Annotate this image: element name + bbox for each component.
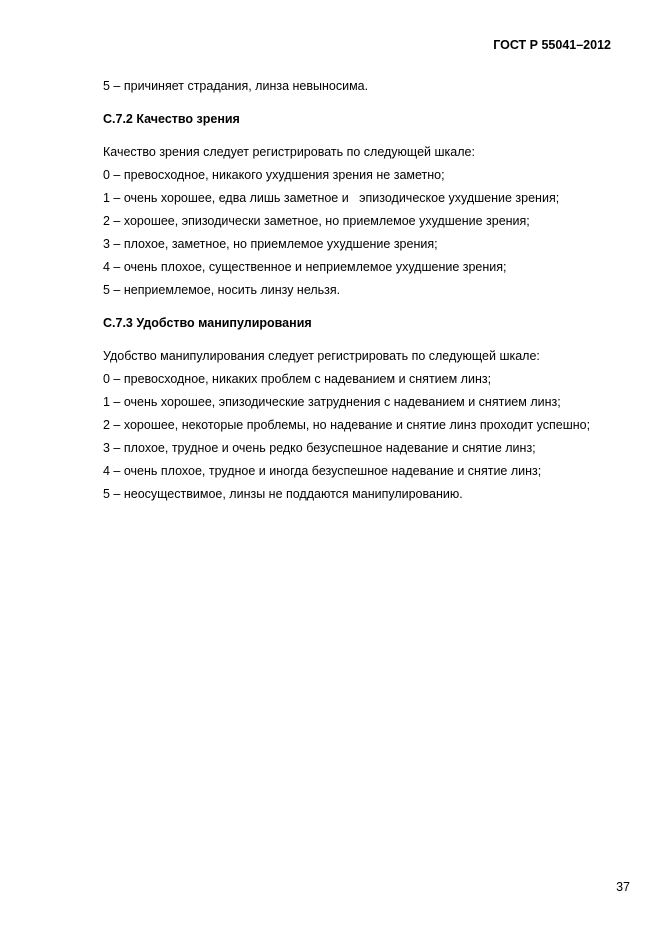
- scale-item-handling-5: 5 – неосуществимое, линзы не поддаются манипулированию.: [103, 487, 463, 501]
- section-heading-handling-ease: С.7.3 Удобство манипулирования: [103, 316, 312, 330]
- page-number: 37: [616, 880, 630, 894]
- section-heading-vision-quality: С.7.2 Качество зрения: [103, 112, 240, 126]
- document-body: [103, 75, 643, 506]
- scale-item-handling-1: 1 – очень хорошее, эпизодические затруднения с надеванием и снятием линз;: [103, 395, 561, 409]
- scale-item-vision-5: 5 – неприемлемое, носить линзу нельзя.: [103, 283, 341, 297]
- section-intro-vision-quality: Качество зрения следует регистрировать по следующей шкале:: [103, 145, 475, 159]
- scale-item-vision-0: 0 – превосходное, никакого ухудшения зрения не заметно;: [103, 168, 445, 182]
- scale-item-vision-4: 4 – очень плохое, существенное и неприемлемое ухудшение зрения;: [103, 260, 507, 274]
- scale-item-vision-1: 1 – очень хорошее, едва лишь заметное и эпизодическое ухудшение зрения;: [103, 191, 560, 205]
- scale-item-continued: 5 – причиняет страдания, линза невыносима.: [103, 79, 369, 93]
- scale-item-handling-3: 3 – плохое, трудное и очень редко безуспешное надевание и снятие линз;: [103, 441, 536, 455]
- scale-item-handling-4: 4 – очень плохое, трудное и иногда безуспешное надевание и снятие линз;: [103, 464, 542, 478]
- document-header-standard-id: ГОСТ Р 55041–2012: [493, 38, 611, 52]
- section-intro-handling-ease: Удобство манипулирования следует регистрировать по следующей шкале:: [103, 349, 540, 363]
- scale-item-handling-0: 0 – превосходное, никаких проблем с надеванием и снятием линз;: [103, 372, 492, 386]
- scale-item-vision-3: 3 – плохое, заметное, но приемлемое ухудшение зрения;: [103, 237, 438, 251]
- scale-item-vision-2: 2 – хорошее, эпизодически заметное, но приемлемое ухудшение зрения;: [103, 214, 530, 228]
- scale-item-handling-2: 2 – хорошее, некоторые проблемы, но надевание и снятие линз проходит успешно;: [103, 418, 591, 432]
